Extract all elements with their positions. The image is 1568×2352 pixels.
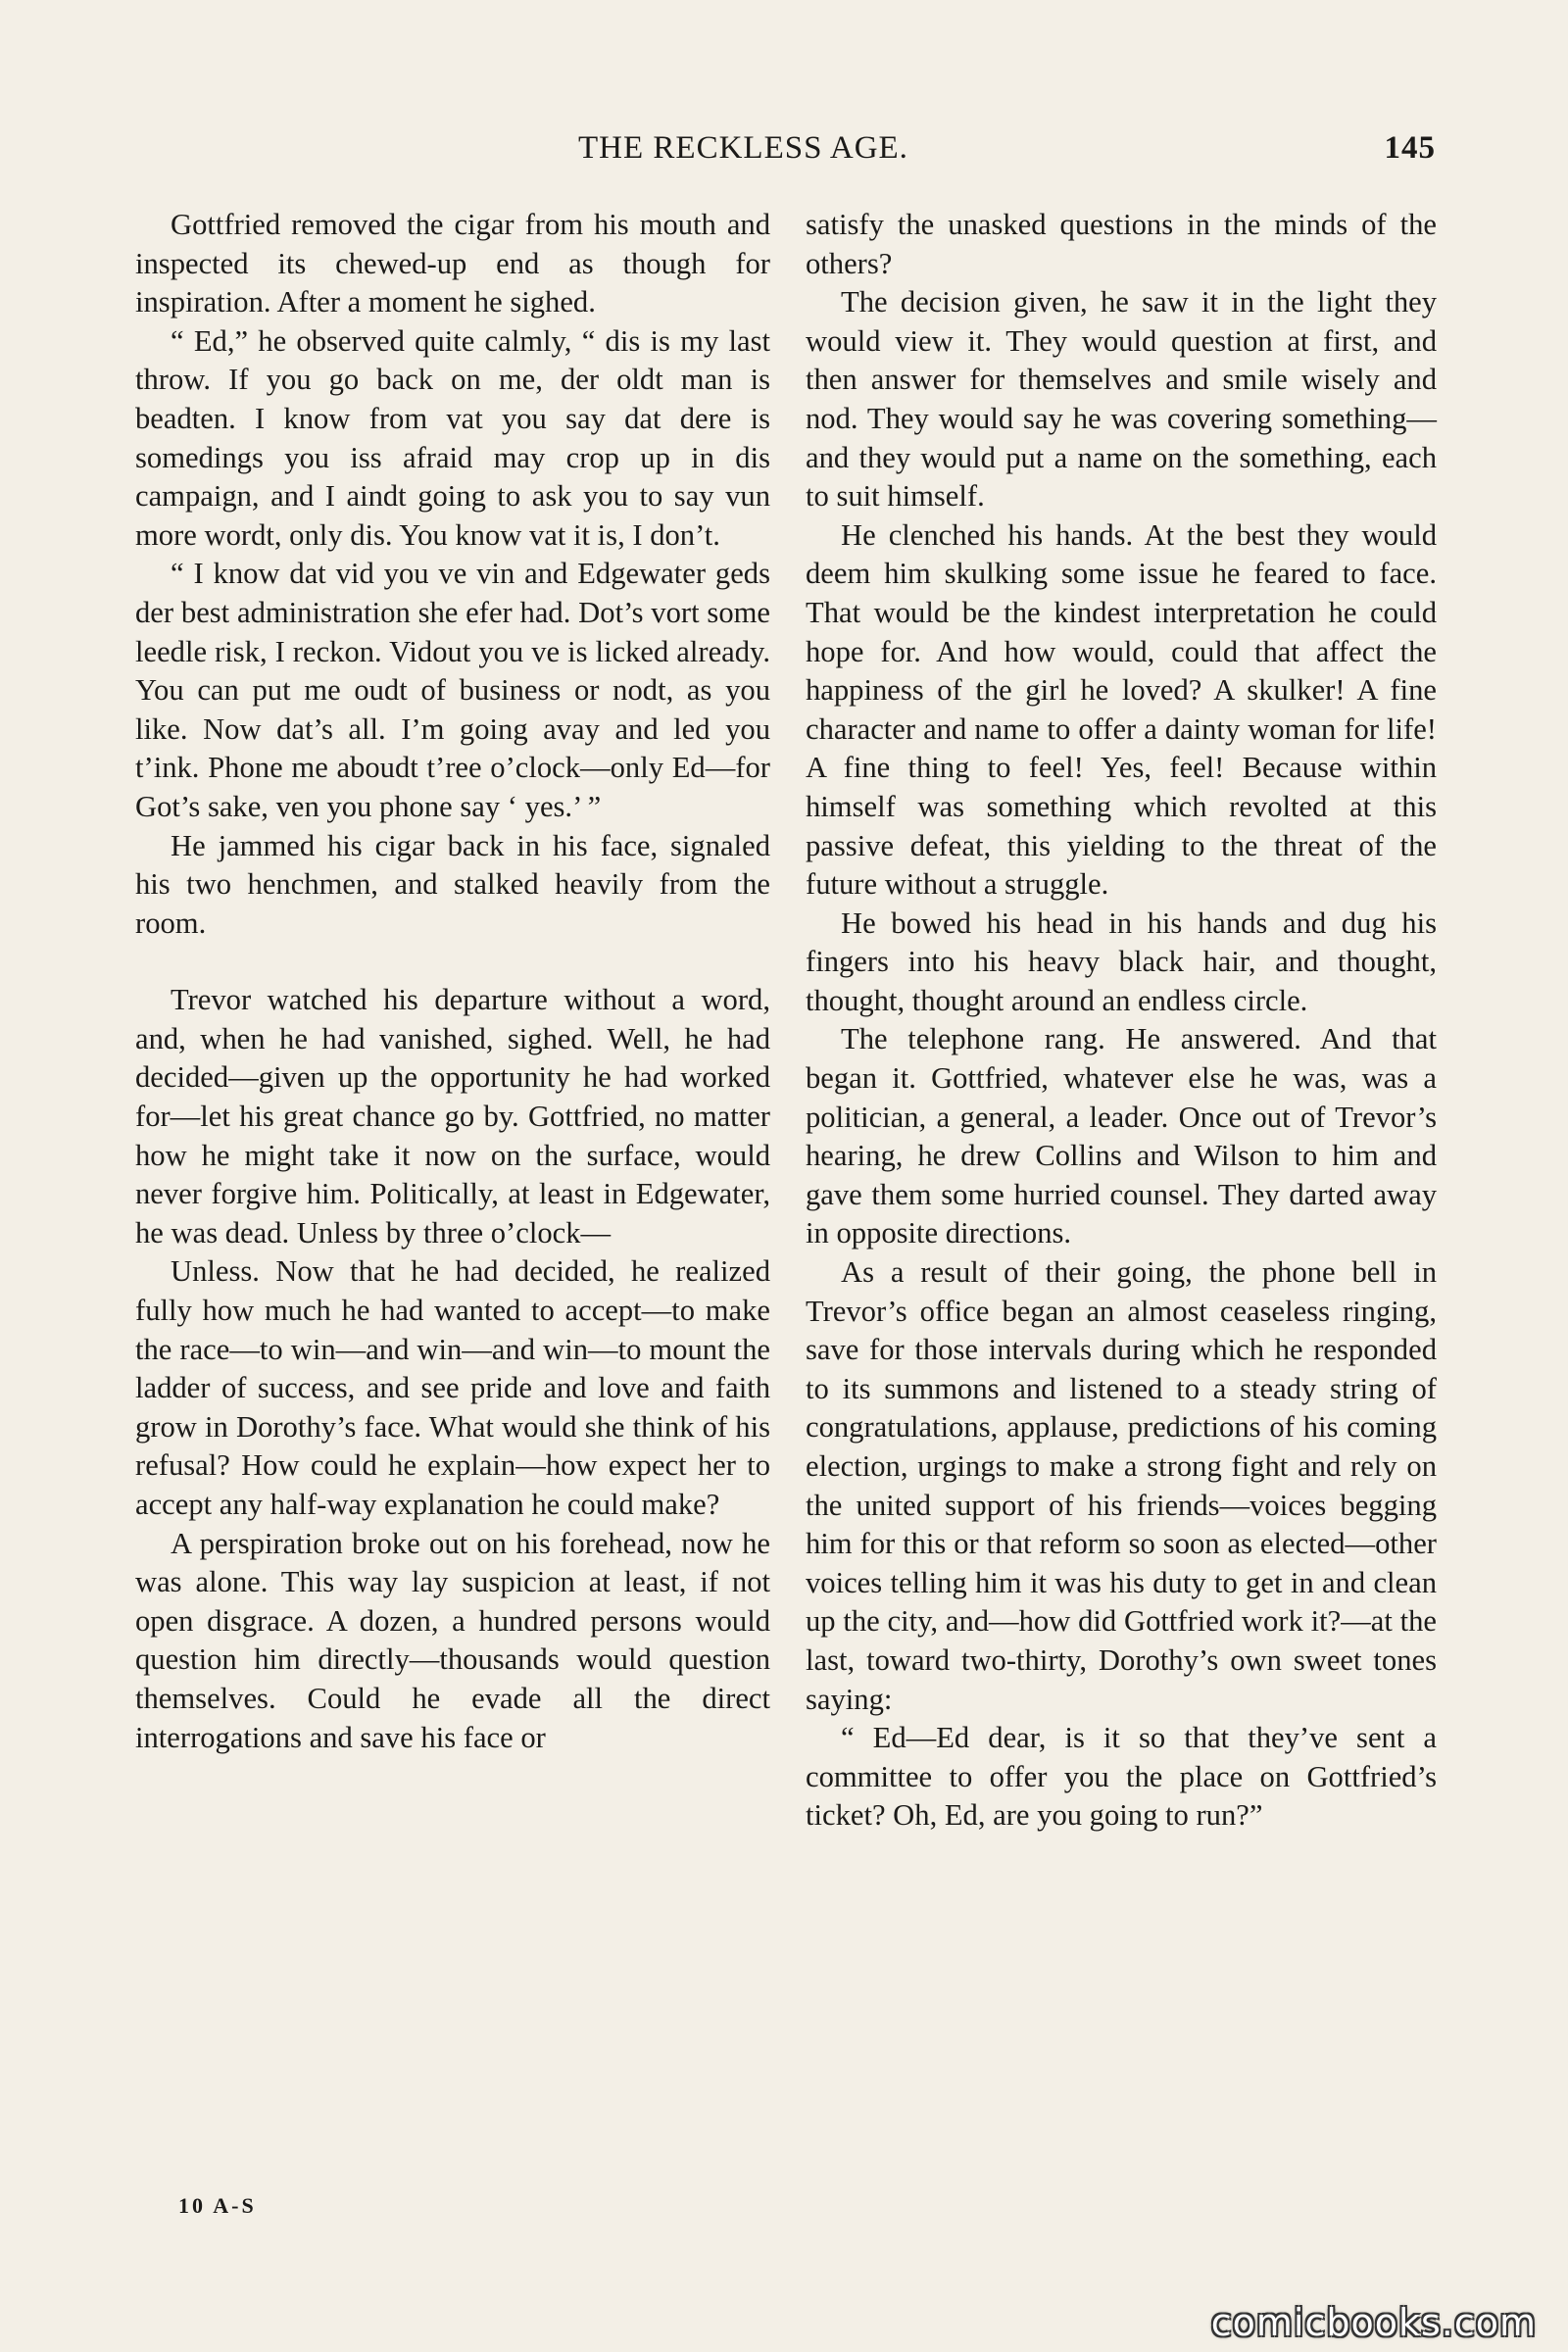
- running-title: THE RECKLESS AGE.: [578, 130, 908, 166]
- paragraph: The decision given, he saw it in the light they would view it. They would question at first, and then answer for themselves and smile wisely and nod. They would say he was covering something—and they would put a name on the something, each to suit himself.: [806, 285, 1437, 514]
- paragraph: Trevor watched his departure without a word, and, when he had vanished, sighed. Well, he had decided—given up the opportunity he had worked for—let his great chance go by. Gottfried, no matter how he might take it now on the surface, would never forgive him. Politically, at least in Edgewater, he was dead. Unless by three o’clock—: [135, 983, 770, 1250]
- paragraph: A perspiration broke out on his forehead, now he was alone. This way lay suspicion at least, if not open disgrace. A dozen, a hundred persons would question him directly—thousands would question themselves. Could he evade all the direct interrogations and save his face or: [135, 1526, 770, 1754]
- paragraph: satisfy the unasked questions in the minds of the others?: [806, 208, 1437, 280]
- page-number: 145: [1384, 130, 1436, 166]
- paragraph: Unless. Now that he had decided, he realized fully how much he had wanted to accept—to make the race—to win—and win—and win—to mount the ladder of success, and see pride and love and faith grow in Dorothy’s face. What would she think of his refusal? How could he explain—how expect her to accept any half-way explanation he could make?: [135, 1254, 770, 1521]
- paragraph: “ Ed—Ed dear, is it so that they’ve sent a committee to offer you the place on Gottfried’s ticket? Oh, Ed, are you going to run?”: [806, 1721, 1437, 1833]
- paragraph: The telephone rang. He answered. And that began it. Gottfried, whatever else he was, was a politician, a general, a leader. Once out of Trevor’s hearing, he drew Collins and Wilson to him and gave them some hurried counsel. They darted away in opposite directions.: [806, 1022, 1437, 1250]
- running-header: [578, 130, 1441, 173]
- signature-mark: 10 A-S: [178, 2193, 257, 2218]
- paragraph: He bowed his head in his hands and dug his fingers into his heavy black hair, and thought, thought, thought around an endless circle.: [806, 906, 1437, 1017]
- left-column: [135, 206, 770, 1757]
- paragraph: As a result of their going, the phone bell in Trevor’s office began an almost ceaseless ringing, save for those intervals during which he responded to its summons and listened to a steady string of congratulations, applause, predictions of his coming election, urgings to make a strong fight and rely on the united support of his friends—voices begging him for this or that reform so soon as elected—other voices telling him it was his duty to get in and clean up the city, and—how did Gottfried work it?—at the last, toward two-thirty, Dorothy’s own sweet tones saying:: [806, 1255, 1437, 1716]
- paragraph: “ Ed,” he observed quite calmly, “ dis is my last throw. If you go back on me, der oldt man is beadten. I know from vat you say dat dere is somedings you iss afraid may crop up in dis campaign, and I aindt going to ask you to say vun more wordt, only dis. You know vat it is, I don’t.: [135, 323, 770, 552]
- right-column: [806, 206, 1437, 1836]
- paragraph: Gottfried removed the cigar from his mouth and inspected its chewed-up end as though for inspiration. After a moment he sighed.: [135, 208, 770, 319]
- paragraph: “ I know dat vid you ve vin and Edgewater geds der best administration she efer had. Dot’s vort some leedle risk, I reckon. Vidout you ve is licked already. You can put me oudt of business or nodt, as you like. Now dat’s all. I’m going avay and led you t’ink. Phone me aboudt t’ree o’clock—only Ed—for Got’s sake, ven you phone say ‘ yes.’ ”: [135, 557, 770, 823]
- watermark: comicbooks.com: [1210, 2301, 1537, 2344]
- paragraph: He clenched his hands. At the best they would deem him skulking some issue he feared to face. That would be the kindest interpretation he could hope for. And how would, could that affect the happiness of the girl he loved? A skulker! A fine character and name to offer a dainty woman for life! A fine thing to feel! Yes, feel! Because within himself was something which revolted at this passive defeat, this yielding to the threat of the future without a struggle.: [806, 517, 1437, 902]
- paragraph: He jammed his cigar back in his face, signaled his two henchmen, and stalked heavily from the room.: [135, 828, 770, 940]
